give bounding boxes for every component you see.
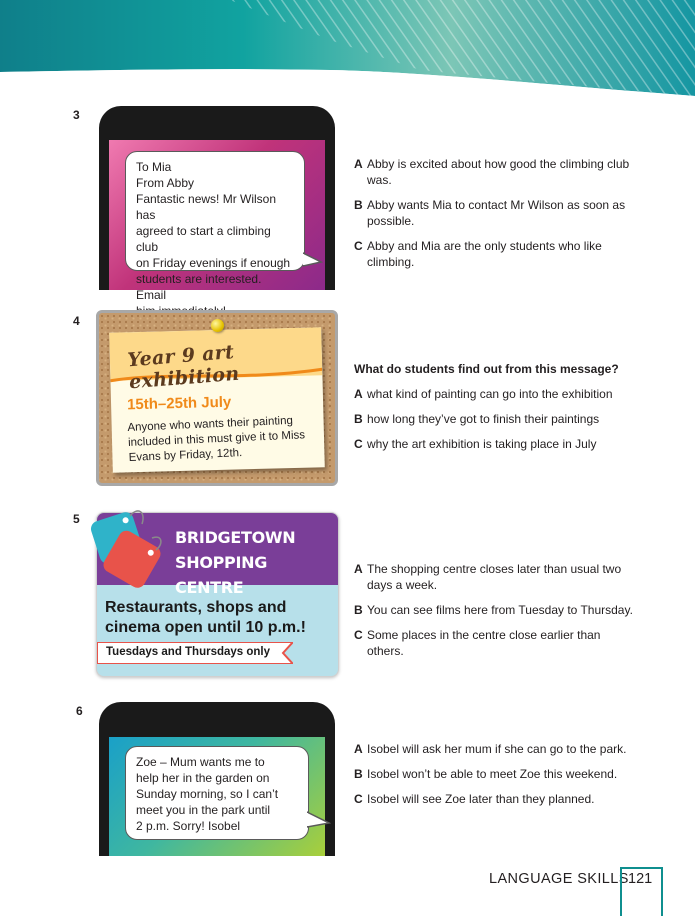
text-message-bubble [125, 151, 305, 302]
option-text: how long they’ve got to finish their paintings [367, 412, 600, 426]
message-line: From Abby [136, 176, 195, 190]
option-text: why the art exhibition is taking place in July [367, 437, 597, 451]
message-line: To Mia [136, 160, 172, 174]
message-line: help her in the garden on [136, 771, 270, 785]
option-letter: A [354, 742, 363, 756]
ad-name-line: SHOPPING CENTRE [175, 553, 268, 597]
notice-dates: 15th–25th July [126, 393, 232, 414]
phone-mockup [99, 106, 335, 302]
option-a[interactable] [354, 386, 639, 402]
bubble-tail [307, 811, 331, 831]
option-text: Isobel won’t be able to meet Zoe this weekend. [367, 767, 618, 781]
phone-screen [109, 737, 325, 856]
option-a[interactable] [354, 741, 639, 757]
phone-screen [109, 140, 325, 302]
answer-options [354, 361, 639, 461]
option-text: You can see films here from Tuesday to Thursday. [367, 603, 633, 617]
option-text: Abby is excited about how good the climbing club was. [367, 157, 630, 187]
page-number: 121 [628, 871, 653, 887]
bubble-tail [303, 252, 323, 268]
option-letter: C [354, 437, 363, 451]
option-text: what kind of painting can go into the exhibition [367, 387, 613, 401]
option-letter: C [354, 628, 363, 642]
option-letter: A [354, 387, 363, 401]
notice-title: Year 9 art exhibition [126, 341, 241, 394]
header-banner [0, 0, 695, 100]
phone-mockup [99, 702, 335, 856]
shopping-tags-icon [86, 506, 172, 598]
text-message-bubble [125, 746, 309, 840]
message-line: meet you in the park until [136, 803, 271, 817]
option-b[interactable] [354, 766, 639, 782]
option-text: Abby wants Mia to contact Mr Wilson as soon as possible. [367, 198, 626, 228]
ad-ribbon-text: Tuesdays and Thursdays only [106, 646, 271, 658]
push-pin-icon [211, 319, 224, 332]
cork-notice-board [96, 310, 338, 486]
option-b[interactable] [354, 411, 639, 427]
option-c[interactable] [354, 627, 639, 659]
option-c[interactable] [354, 791, 639, 807]
option-letter: B [354, 603, 363, 617]
option-letter: C [354, 792, 363, 806]
option-c[interactable] [354, 238, 639, 270]
notice-body: Anyone who wants their painting included in this must give it to Miss Evans by Friday, 12th. [127, 414, 306, 464]
ad-name-line: BRIDGETOWN [175, 528, 296, 547]
option-b[interactable] [354, 197, 639, 229]
ad-headline-line: cinema open until 10 p.m.! [105, 619, 306, 636]
option-letter: B [354, 198, 363, 212]
option-letter: C [354, 239, 363, 253]
message-line: Zoe – Mum wants me to [136, 755, 265, 769]
option-letter: A [354, 157, 363, 171]
ad-headline [105, 598, 306, 638]
message-line: Fantastic news! Mr Wilson has [136, 192, 277, 222]
question-text: What do students find out from this message? [354, 362, 619, 376]
option-text: Isobel will see Zoe later than they planned. [367, 792, 595, 806]
question-number: 5 [73, 512, 80, 526]
message-line: on Friday evenings if enough [136, 256, 291, 270]
option-b[interactable] [354, 602, 639, 618]
option-text: Abby and Mia are the only students who like climbing. [367, 239, 602, 269]
question-number: 3 [73, 108, 80, 122]
question-number: 4 [73, 314, 80, 328]
option-text: Isobel will ask her mum if she can go to the park. [367, 742, 627, 756]
message-line: Sunday morning, so I can’t [136, 787, 279, 801]
section-label: LANGUAGE SKILLS [489, 871, 629, 887]
option-text: The shopping centre closes later than usual two days a week. [367, 562, 622, 592]
ad-centre-name [175, 525, 338, 600]
option-text: Some places in the centre close earlier than others. [367, 628, 601, 658]
ad-headline-line: Restaurants, shops and [105, 599, 287, 616]
message-line: students are interested. Email [136, 272, 262, 302]
answer-options [354, 561, 639, 668]
answer-options [354, 741, 639, 816]
option-c[interactable] [354, 436, 639, 452]
option-letter: B [354, 767, 363, 781]
message-line: 2 p.m. Sorry! Isobel [136, 819, 241, 833]
answer-options [354, 156, 639, 279]
notice-paper [109, 327, 325, 473]
option-a[interactable] [354, 561, 639, 593]
option-letter: B [354, 412, 363, 426]
option-a[interactable] [354, 156, 639, 188]
message-line: agreed to start a climbing club [136, 224, 271, 254]
option-letter: A [354, 562, 363, 576]
question-number: 6 [76, 704, 83, 718]
